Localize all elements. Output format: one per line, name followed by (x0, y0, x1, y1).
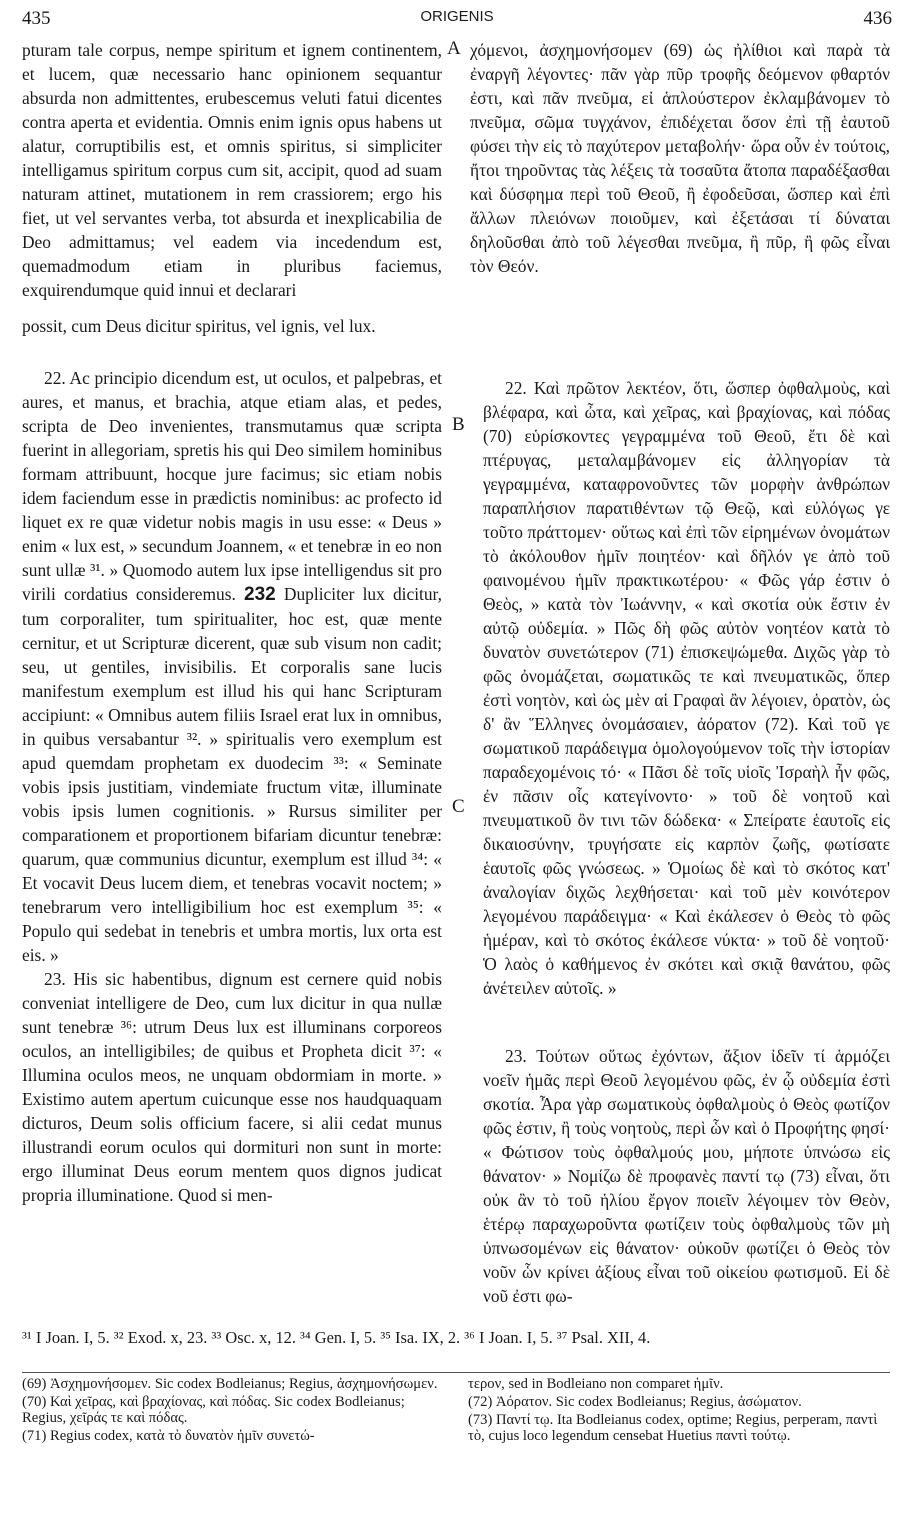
latin-paragraph-23: 23. His sic habentibus, dignum est cernere quid nobis conveniat intelligere de Deo, cum lux dicitur in qua nullæ sunt tenebræ ³⁶: utrum Deus lux est illuminans corporeos oculos, an intelligibiles; de quibus et Propheta dicit ³⁷: « Illumina oculos meos, ne unquam obdormiam in morte. » Existimo autem apertum cuicunque esse nos haudquaquam dicturos, Deum solis officium facere, si alii cedat munus illustrandi eorum oculos qui dormituri non sunt in morte: ergo illuminat Deus eorum mentem quos dignos judicat propria illuminatione. Quod si men- (22, 969, 442, 1205)
note-69: (69) Ἀσχημονήσομεν. Sic codex Bodleianus; Regius, ἀσχημονήσωμεν. (22, 1376, 438, 1392)
note-71: (71) Regius codex, κατὰ τὸ δυνατὸν ἡμῖν συνετώ- (22, 1428, 315, 1444)
greek-paragraph-22: 22. Καὶ πρῶτον λεκτέον, ὅτι, ὥσπερ ὀφθαλμοὺς, καὶ βλέφαρα, καὶ ὦτα, καὶ χεῖρας, καὶ βραχίονας, καὶ πόδας (70) εὑρίσκοντες γεγραμμένα τοῦ Θεοῦ, ἔτι δὲ καὶ πτέρυγας, μεταλαμβάνομεν εἰς ἀλληγορίαν τὰ γεγραμμένα, καταφρονοῦντες τῶν μορφὴν ἀνθρώπων παραπλήσιον παρατιθέντων τῷ Θεῷ, καὶ εὐλόγως γε τοῦτο πράττομεν· οὕτως καὶ ἐπὶ τῶν εἰρημένων ὀνομάτων τὸ ἀκόλουθον ἡμῖν ποιητέον· καὶ δῆλόν γε ἀπὸ τοῦ φαινομένου ἡμῖν πρακτικωτέρου· « Φῶς γάρ ἐστιν ὁ Θεὸς, » κατὰ τὸν Ἰωάννην, « καὶ σκοτία οὐκ ἔστιν ἐν αὐτῷ οὐδεμία. » Πῶς δὴ φῶς αὐτὸν νοητέον κατὰ τὸ δυνατὸν συνετώτερον (71) ἐπισκεψώμεθα. Διχῶς γὰρ τὸ φῶς ὀνομάζεται, σωματικῶς τε καὶ πνευματικῶς, ὅπερ ἐστὶ νοητὸν, καὶ ὡς μὲν αἱ Γραφαὶ ἂν λέγοιεν, ὁρατὸν, ὡς δ' ἂν Ἕλληνες ὀνομάσαιεν, ἀόρατον (72). Καὶ τοῦ γε σωματικοῦ παράδειγμα ὁμολογούμενον τοῖς τὴν ἱστορίαν παραδεχομένοις τό· « Πᾶσι δὲ τοῖς υἱοῖς Ἰσραὴλ ἦν φῶς, ἐν πᾶσιν οἷς κατεγίνοντο· » τοῦ δὲ νοητοῦ καὶ πνευματικοῦ ὂν τινι τῶν δώδεκα· « Σπείρατε ἑαυτοῖς εἰς δικαιοσύνην, τρυγήσατε εἰς καρπὸν ζωῆς, φωτίσατε ἑαυτοῖς φῶς γνώσεως. » Ὁμοίως δὲ καὶ τὸ σκότος κατ' ἀναλογίαν διχῶς λεχθήσεται· καὶ τοῦ μὲν κοινότερον λεγομένου παράδειγμα· « Καὶ ἐκάλεσεν ὁ Θεὸς τὸ φῶς ἡμέραν, καὶ τὸ σκότος ἐκάλεσε νύκτα· » τοῦ δὲ νοητοῦ· Ὁ λαὸς ὁ καθήμενος ἐν σκότει καὶ σκιᾷ θανάτου, φῶς ἀνέτειλεν αὐτοῖς. » (483, 378, 890, 998)
page-header (22, 8, 892, 34)
page-number-right: 436 (863, 8, 892, 29)
column-marker: 232 (244, 584, 276, 605)
latin-column (22, 366, 442, 1207)
note-70: (70) Καὶ χεῖρας, καὶ βραχίονας, καὶ πόδας. Sic codex Bodleianus; Regius, χεῖράς τε καὶ πόδας. (22, 1394, 405, 1426)
margin-letter-c: C (452, 796, 465, 817)
note-72: (72) Ἀόρατον. Sic codex Bodleianus; Regius, ἀσώματον. (468, 1394, 802, 1410)
latin-paragraph-22 (22, 366, 442, 967)
notes-left (22, 1376, 447, 1444)
notes-right (468, 1376, 890, 1444)
running-title: ORIGENIS (420, 8, 494, 25)
margin-letter-b: B (452, 414, 465, 435)
latin-paragraph-22-text: 22. Ac principio dicendum est, ut oculos, et palpebras, et aures, et manus, et brachia, atque etiam alas, et pedes, scripta de Deo invenientes, transmutamus quæ scripta fuerint in allegoriam, spretis his qui Deo similem hominibus formam attribuunt, hocque jure facimus; sic etiam nobis idem faciendum esse in prædictis nominibus: ac profecto id liquet ex re quæ videtur nobis magis in usu esse: « Deus » enim « lux est, » secundum Joannem, « et tenebræ in eo non sunt ullæ ³¹. » Quomodo autem lux ipse intelligendus sit pro virili cordatius consideremus. (22, 368, 442, 604)
footnote-divider (22, 1372, 890, 1373)
greek-paragraph-23: 23. Τούτων οὕτως ἐχόντων, ἄξιον ἰδεῖν τί ἁρμόζει νοεῖν ἡμᾶς περὶ Θεοῦ λεγομένου φῶς, ἐν ᾧ οὐδεμία ἐστὶ σκοτία. Ἆρα γὰρ σωματικοὺς ὀφθαλμοὺς ὁ Θεὸς φωτίζον φῶς ἐστιν, ἢ τοὺς νοητοὺς, περὶ ὧν καὶ ὁ Προφήτης φησί· « Φώτισον τοὺς ὀφθαλμούς μου, μήποτε ὑπνώσω εἰς θάνατον· » Νομίζω δὲ προφανὲς παντί τῳ (73) εἶναι, ὅτι οὐκ ἂν τὸ τοῦ ἡλίου ἔργον ποιεῖν λέγοιμεν τὸν Θεὸν, ἑτέρῳ παραχωροῦντα φωτίζειν τοὺς ὀφθαλμοὺς τῶν μὴ ὑπνωσομένων εἰς θάνατον· οὐκοῦν φωτίζει ὁ Θεὸς τὸν νοῦν ὧν κρίνει ἀξίους εἶναι τοῦ οἰκείου φωτισμοῦ. Εἰ δὲ νοῦ ἐστι φω- (483, 1046, 890, 1306)
scripture-references: ³¹ I Joan. I, 5. ³² Exod. x, 23. ³³ Osc. x, 12. ³⁴ Gen. I, 5. ³⁵ Isa. IX, 2. ³⁶ I Joan. I, 5. ³⁷ Psal. XII, 4. (22, 1328, 651, 1347)
latin-text-opening: pturam tale corpus, nempe spiritum et ignem continentem, et lucem, quæ necessario hanc opinionem sequantur absurda non admittentes, erubescemus veluti fatui dicentes contra aperta et evidentia. Omnis enim ignis opus habens ut alatur, corruptibilis est, et omnis spiritus, si simpliciter intelligamus spiritum corpus cum sit, accipit, quod ad suam naturam attinet, mutationem in rem crassiorem; ergo his fiet, ut vel servantes verba, tot absurda et inexplicabilia de Deo admittamus; vel eadem via incedendum est, quemadmodum etiam in pluribus faciemus, exquirendumque quid innui et declarari (22, 40, 442, 300)
greek-text-opening: χόμενοι, ἀσχημονήσομεν (69) ὡς ἠλίθιοι καὶ παρὰ τὰ ἐναργῆ λέγοντες· πᾶν γὰρ πῦρ τροφῆς δεόμενον φθαρτόν ἐστι, καὶ πᾶν πνεῦμα, εἰ ἁπλούστερον ἐκλαμβάνομεν τὸ πνεῦμα, σῶμα τυγχάνον, ἐπιδέχεται ὅσον ἐπὶ τῇ ἑαυτοῦ φύσει τὴν εἰς τὸ παχύτερον μεταβολήν· ὥρα οὖν ἐν τούτοις, ἤτοι τηροῦντας τὰς λέξεις τὰ τοσαῦτα ἄτοπα παραδέξασθαι καὶ δύσφημα περὶ τοῦ Θεοῦ, ἢ ἐφοδεῦσαι, ὥσπερ καὶ ἐπὶ ἄλλων πλειόνων ποιοῦμεν, καὶ ἐξετάσαι τί δύναται δηλοῦσθαι ἀπὸ τοῦ λέγεσθαι πνεῦμα, ἢ πῦρ, ἢ φῶς εἶναι τὸν Θεόν. (470, 40, 890, 276)
note-71-cont: τερον, sed in Bodleiano non comparet ἡμῖν. (468, 1376, 724, 1392)
latin-paragraph-22-cont: Dupliciter lux dicitur, tum corporaliter, tum spiritualiter, hoc est, quæ mente cernitur, et ut Scripturæ dicerent, quæ sub visum non cadit; seu, ut gentiles, invisibilis. Et corporalis sane lucis manifestum exemplum est illud his qui hanc Scripturam accipiunt: « Omnibus autem filiis Israel erat lux in omnibus, in quibus versabantur ³². » spiritualis vero exemplum est apud quemdam prophetam ex duodecim ³³: « Seminate vobis ipsis justitiam, vindemiate fructum vitæ, illuminate vobis ipsis lumen cognitionis. » Rursus similiter per comparationem et proportionem bifariam dicuntur tenebræ: quarum, quæ communius dicuntur, exemplum est illud ³⁴: « Et vocavit Deus lucem diem, et tenebras vocavit noctem; » tenebrarum vero intelligibilium hoc est exemplum ³⁵: « Populo qui sedebat in tenebris et umbra mortis, lux orta est eis. » (22, 584, 442, 965)
note-73: (73) Παντί τῳ. Ita Bodleianus codex, optime; Regius, perperam, παντὶ τὸ, cujus loco legendum censebat Huetius παντὶ τούτῳ. (468, 1412, 878, 1444)
page-number-left: 435 (22, 8, 51, 29)
margin-letter-a: A (447, 38, 461, 59)
full-width-line: possit, cum Deus dicitur spiritus, vel ignis, vel lux. (22, 316, 376, 336)
